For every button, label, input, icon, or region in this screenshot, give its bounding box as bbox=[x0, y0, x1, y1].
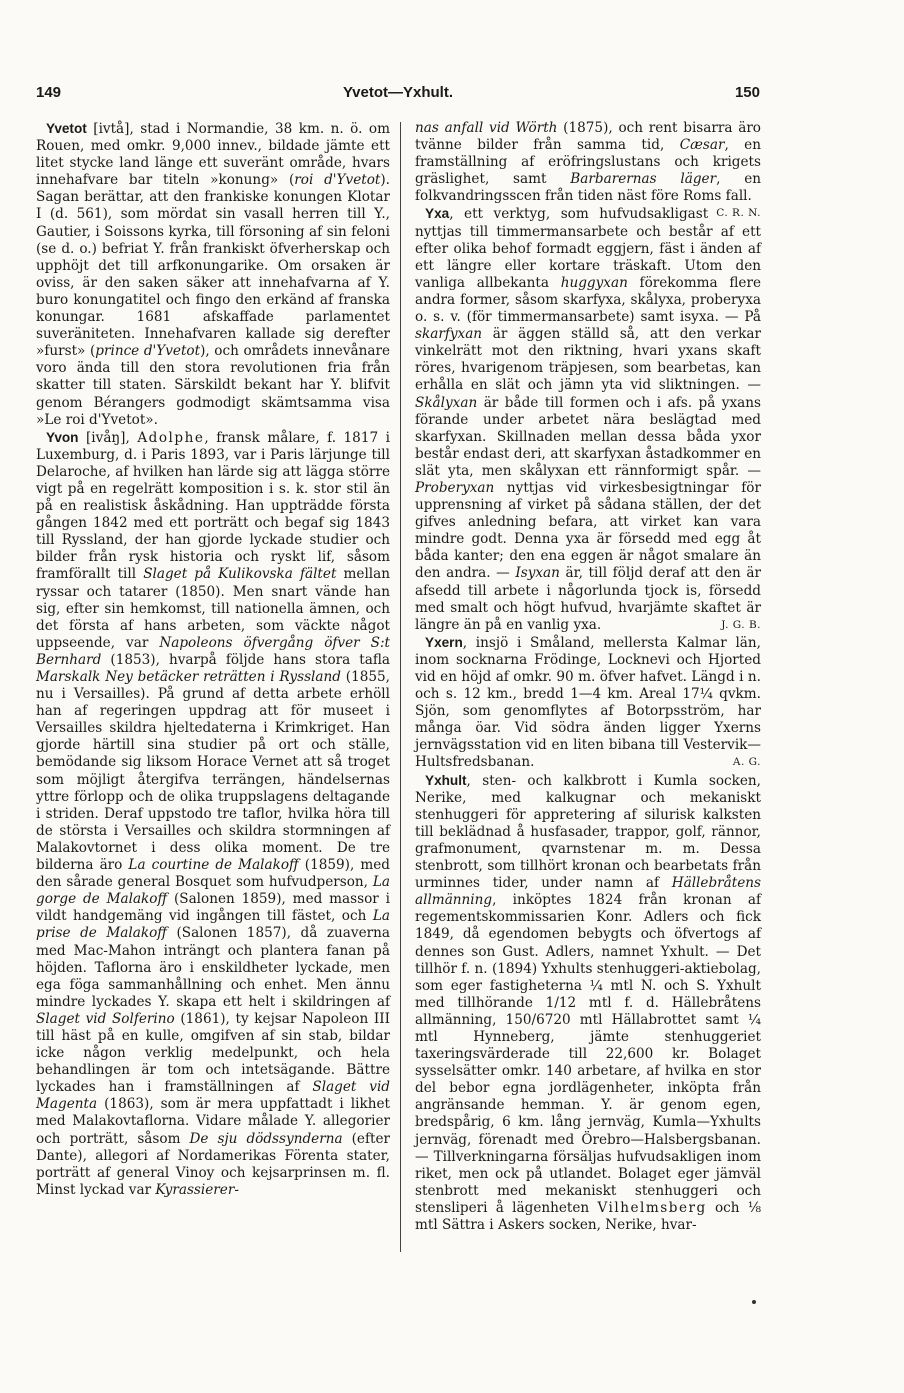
page-number-right: 150 bbox=[734, 84, 760, 101]
entry-yvon: Yvon [ivåŋ], Adolphe, fransk målare, f. 1817 i Luxemburg, d. i Paris 1893, var i Paris lärjunge till Delaroche, af hvilken han lärde sig att lägga större vigt på en regelrätt komposition i s. k. stor stil än på en realistisk åskådning. Han uppträdde första gången 1842 med ett porträtt och begaf sig 1843 till Ryssland, der han gjorde lyckade studier och bilder från rysk historia och ryskt lif, såsom framförallt till Slaget på Kulikovska fältet mellan ryssar och tatarer (1850). Men snart vände han sig, efter sin hemkomst, till nationella ämnen, och det första af hans arbeten, som väckte något uppseende, var Napoleons öfvergång öfver S:t Bernhard (1853), hvarpå följde hans stora tafla Marskalk Ney betäcker reträtten i Ryssland (1855, nu i Versailles). På grund af detta arbete erhöll han af regeringen uppdrag att för museet i Versailles skildra hjeltedaterna i Krimkriget. Han gjorde härtill sina studier på ort och ställe, bemödande sig liksom Horace Vernet att så troget som möjligt återgifva terrängen, händelsernas yttre förlopp och de olika truppslagens deltagande i striden. Deraf uppstodo tre taflor, hvilka höra till de största i Versailles och skildra stormningen af Malakovtornet i dess olika moment. De tre bilderna äro La courtine de Malakoff (1859), med den sårade general Bosquet som hufvudperson, La gorge de Malakoff (Salonen 1859), med massor i vildt handgemäng vid ingången till fästet, och La prise de Malakoff (Salonen 1857), då zuaverna med Mac-Mahon inträngt och plantera fanan på höjden. Taflorna äro i enskildheter lyckade, men ega föga sammanhållning och enhet. Men ännu mindre lyckades Y. skapa ett helt i skildringen af Slaget vid Solferino (1861), ty kejsar Napoleon III till häst på en kulle, omgifven af sin stab, bildar icke någon verklig medelpunkt, och hela behandlingen är tom och intetsägande. Bättre lyckades han i framställningen af Slaget vid Magenta (1863), som är mera uppfattadt i likhet med Malakovtaflorna. Vidare målade Y. allegorier och porträtt, såsom De sju dödssynderna (efter Dante), allegori af Nordamerikas Förenta stater, porträtt af general Vinoy och kejsarprinsen m. fl. Minst lyckad var Kyrassierer- bbox=[36, 429, 391, 1198]
running-title: Yvetot—Yxhult. bbox=[342, 84, 454, 101]
person-name: Adolphe bbox=[137, 429, 205, 446]
left-column bbox=[36, 120, 390, 1199]
page-header bbox=[36, 84, 760, 108]
entry-continuation: nas anfall vid Wörth (1875), och rent bisarra äro tvänne bilder från samma tid, Cæsar, en framställning af eröfringslustans och krigets gräslighet, samt Barbarernas läger, en folkvandringsscen från tiden näst före Roms fall. C. R. N. bbox=[415, 120, 761, 205]
entry-yxa: Yxa, ett verktyg, som hufvudsakligast nyttjas till timmermansarbete och består af ett efter olika behof formadt eggjern, fäst i änden af ett längre eller kortare träskaft. Utom den vanliga allbekanta huggyxan förekomma flere andra former, såsom skarfyxa, skålyxa, proberyxa o. s. v. (för timmermansarbete) samt isyxa. — På skarfyxan är äggen ställd så, att den verkar vinkelrätt mot den riktning, hvari yxans skaft röres, hvarigenom träpjesen, som bearbetas, kan erhålla en slät och jämn yta vid sliktningen. — Skålyxan är både till formen och i afs. på yxans förande under arbetet nära beslägtad med skarfyxan. Skillnaden mellan dessa båda yxor består endast deri, att skarfyxan åstadkommer en slät yta, men skålyxan ett rännformigt spår. — Proberyxan nyttjas vid virkesbesigtningar för upprensning af virket på sådana ställen, der det gifves anledning befara, att virket kan vara mindre godt. Denna yxa är försedd med egg åt båda kanter; den ena eggen är något smalare än den andra. — Isyxan är, till följd deraf att den är afsedd till arbete i någorlunda tjock is, försedd med smalt och högt hufvud, hvarjämte skaftet är längre än på en vanlig yxa. J. G. B. bbox=[415, 206, 761, 633]
entry-yxern: Yxern, insjö i Småland, mellersta Kalmar län, inom socknarna Frödinge, Locknevi och Hjorted vid en höjd af omkr. 90 m. öfver hafvet. Längd i n. och s. 12 km., bredd 1—4 km. Areal 17¼ qvkm. Sjön, som genomflytes af Botorpsström, har många öar. Vid södra änden ligger Yxerns jernvägsstation vid en liten bibana till Vestervik—Hultsfredsbanan. A. G. bbox=[415, 634, 761, 771]
entry-yxhult: Yxhult, sten- och kalkbrott i Kumla socken, Nerike, med kalkugnar och mekaniskt stenhuggeri för appretering af silurisk kalksten till beklädnad å husfasader, trappor, golf, rännor, grafmonument, qvarnstenar m. m. Dessa stenbrott, som tillhört kronan och bearbetats från urminnes tider, under namn af Hällebråtens allmänning, inköptes 1824 från kronan af regementskommissarien Konr. Adlers och fick 1849, då egendomen bebygts och öfvertogs af dennes son Gust. Adlers, namnet Yxhult. — Det tillhör f. n. (1894) Yxhults stenhuggeri-aktiebolag, som eger fastigheterna ¼ mtl N. och S. Yxhult med tillhörande 1/12 mtl f. d. Hällebråtens allmänning, 150/6720 mtl Hällabrottet samt ¼ mtl Hynneberg, jämte stenhuggeriet taxeringsvärderade till 22,600 kr. Bolaget sysselsätter omkr. 140 arbetare, af hvilka en stor del bebor egna jordlägenheter, inköpta från angränsande hemman. Y. är genom egen, bredspårig, 6 km. lång jernväg, Kumla—Yxhults jernväg, förenadt med Örebro—Halsbergsbanan. — Tillverkningarna försäljas hufvudsakligen inom riket, men ock på utlandet. Bolaget eger jämväl stenbrott med mekaniskt stenhuggeri och stensliperi å lägenheten Vilhelmsberg och ⅛ mtl Sättra i Askers socken, Nerike, hvar- bbox=[415, 772, 761, 1233]
author-signature: C. R. N. bbox=[716, 207, 761, 220]
headword-yvon: Yvon bbox=[46, 429, 79, 445]
entry-yvetot: Yvetot [ivtå], stad i Normandie, 38 km. n. ö. om Rouen, med omkr. 9,000 innev., bildade jämte ett litet stycke land länge ett suveränt område, hvars innehafvare bar titeln »konung» (roi d'Yvetot). Sagan berättar, att den frankiske konungen Klotar I (d. 561), som mördat sin vasall herren till Y., Gautier, i Soissons kyrka, till försoning af sin feloni (se d. o.) befriat Y. från frankiskt öfverherskap och upphöjt det till arfkonungarike. Om orsaken är oviss, är den saken säker att innehafvarna af Y. buro konungatitel och fingo den erkänd af franska konungar. 1681 afskaffade parlamentet suveräniteten. Innehafvaren kallade sig derefter »furst» (prince d'Yvetot), och områdets innevånare voro ända till den stora revolutionen fria från skatter till staten. Särskildt bekant har Y. blifvit genom Bérangers godmodigt skämtsamma visa »Le roi d'Yvetot». bbox=[36, 121, 391, 428]
author-signature: J. G. B. bbox=[721, 618, 761, 631]
author-signature: A. G. bbox=[732, 756, 761, 769]
headword-yvetot: Yvetot bbox=[46, 121, 87, 136]
right-column bbox=[415, 120, 761, 1234]
headword-yxhult: Yxhult bbox=[425, 772, 467, 788]
column-divider bbox=[400, 122, 401, 1252]
place-name: Vilhelmsberg bbox=[597, 1199, 707, 1216]
print-speck bbox=[752, 1300, 756, 1304]
headword-yxern: Yxern bbox=[425, 634, 463, 650]
page-number-left: 149 bbox=[36, 84, 62, 101]
headword-yxa: Yxa bbox=[425, 206, 450, 222]
